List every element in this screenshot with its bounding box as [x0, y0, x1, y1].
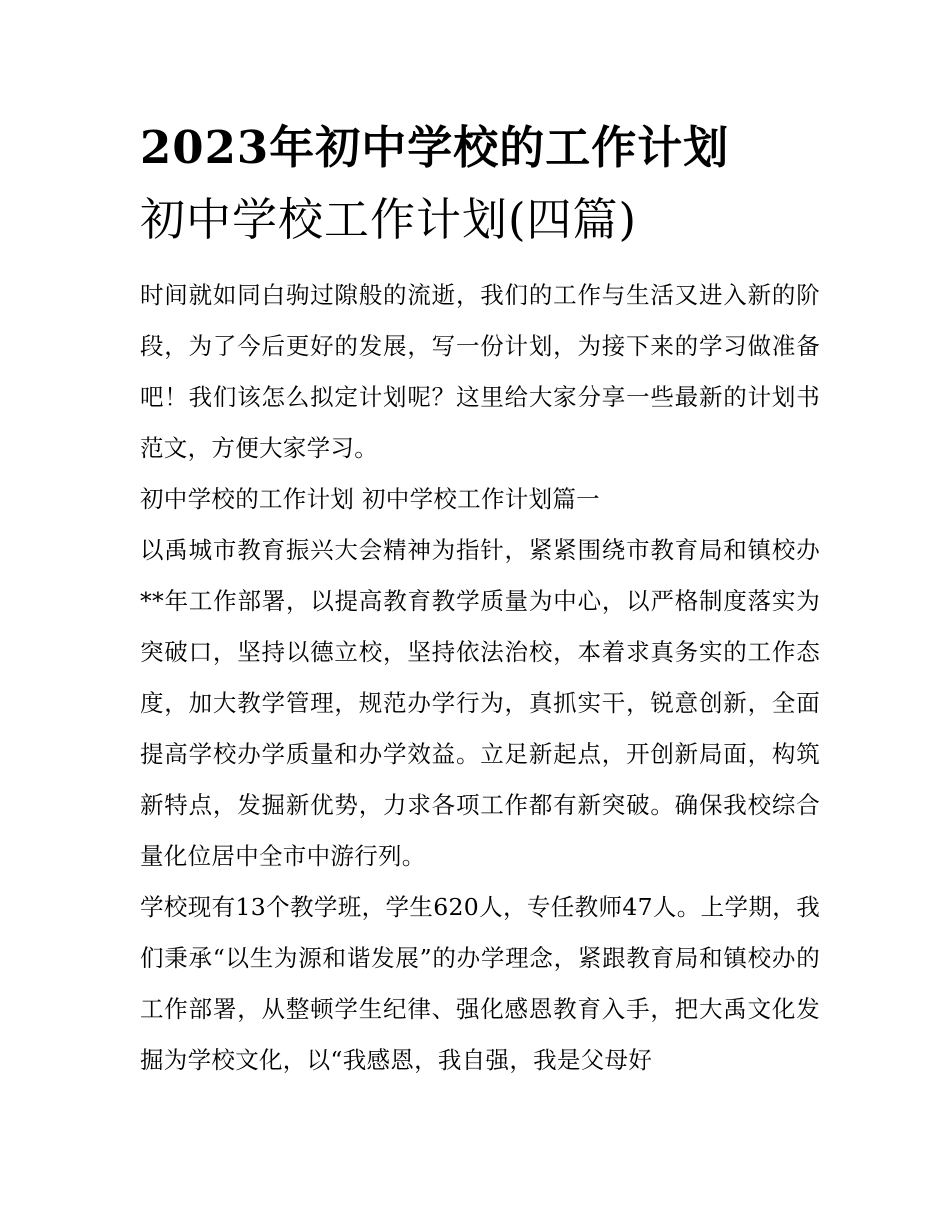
document-title [140, 112, 820, 256]
title-line-1: 2023年初中学校的工作计划 [140, 121, 730, 174]
body-paragraph: 以禹城市教育振兴大会精神为指针，紧紧围绕市教育局和镇校办**年工作部署，以提高教育教学质量为中心，以严格制度落实为突破口，坚持以德立校，坚持依法治校，本着求真务实的工作态度，加大教学管理，规范办学行为，真抓实干，锐意创新，全面提高学校办学质量和办学效益。立足新起点，开创新局面，构筑新特点，发掘新优势，力求各项工作都有新突破。确保我校综合量化位居中全市中游行列。 [140, 536, 820, 870]
intro-paragraph: 时间就如同白驹过隙般的流逝，我们的工作与生活又进入新的阶段，为了今后更好的发展，写一份计划，为接下来的学习做准备吧！我们该怎么拟定计划呢？这里给大家分享一些最新的计划书范文，方便大家学习。 [140, 281, 820, 462]
title-line-2: 初中学校工作计划(四篇) [140, 193, 638, 246]
body-paragraph: 学校现有13个教学班，学生620人，专任教师47人。上学期，我们秉承“以生为源和谐发展”的办学理念，紧跟教育局和镇校办的工作部署，从整顿学生纪律、强化感恩教育入手，把大禹文化发掘为学校文化，以“我感恩，我自强，我是父母好 [140, 893, 820, 1074]
document-body [140, 112, 820, 1086]
section-heading: 初中学校的工作计划 初中学校工作计划篇一 [140, 485, 600, 513]
